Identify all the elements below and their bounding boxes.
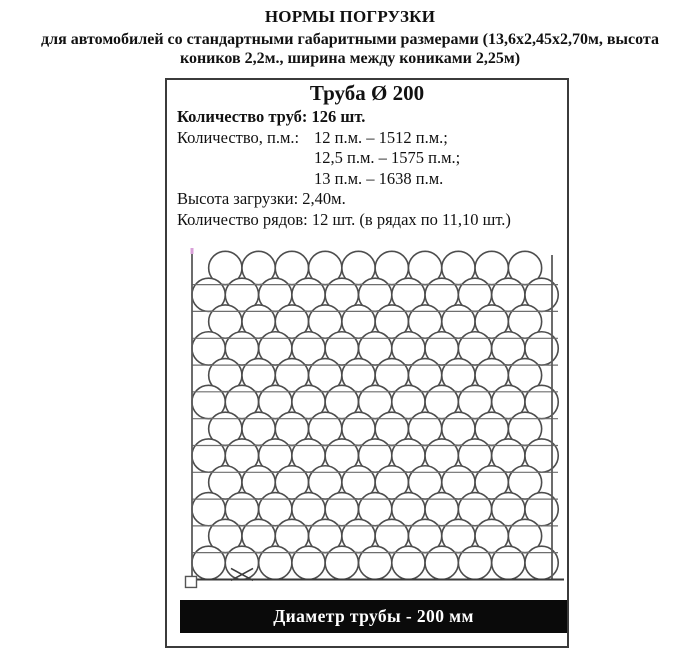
pipe-circle [359, 546, 392, 579]
pipe-circle [425, 546, 458, 579]
row-count-line: Количество рядов: 12 шт. (в рядах по 11,10 шт.) [177, 209, 511, 229]
page-title: НОРМЫ ПОГРУЗКИ [264, 7, 436, 26]
pipe-diameter-banner-label: Диаметр трубы - 200 мм [273, 606, 474, 626]
pipe-circle [458, 546, 491, 579]
length-label: Количество, п.м.: [177, 127, 300, 147]
subtitle-line-2: коников 2,2м., ширина между кониками 2,25м) [179, 50, 521, 67]
page-subtitle [0, 30, 700, 68]
pipe-size-title: Труба Ø 200 [309, 81, 425, 105]
length-rows [177, 128, 561, 190]
pipe-diameter-banner [180, 600, 567, 633]
pipe-stack-diagram [167, 243, 571, 595]
load-info-block [167, 107, 567, 230]
length-values [314, 128, 460, 190]
pipe-row [192, 385, 558, 418]
length-value-12: 12 п.м. – 1512 п.м.; [314, 127, 448, 147]
pipe-row [192, 332, 558, 365]
load-height-line: Высота загрузки: 2,40м. [177, 189, 346, 208]
length-value-13: 13 п.м. – 1638 п.м. [314, 168, 444, 188]
length-value-12-5: 12,5 п.м. – 1575 п.м.; [314, 148, 461, 167]
pipe-circle [259, 546, 292, 579]
pipe-count-line: Количество труб: 126 шт. [177, 107, 366, 126]
subtitle-line-1: для автомобилей со стандартными габаритными размерами (13,6х2,45х2,70м, высота [41, 31, 659, 48]
pipe-row [192, 439, 558, 472]
pipe-row [192, 546, 558, 579]
document-header [0, 0, 700, 68]
pipe-circle [192, 546, 225, 579]
pipe-row [192, 493, 558, 526]
pipe-circle [525, 546, 558, 579]
magenta-endpoint-mark [191, 248, 194, 254]
corner-square-mark [186, 576, 197, 587]
pipe-circle [325, 546, 358, 579]
pipe-circle [292, 546, 325, 579]
pipe-circle [392, 546, 425, 579]
load-norm-card [165, 78, 569, 648]
pipe-circle [492, 546, 525, 579]
pipe-row [192, 278, 558, 311]
